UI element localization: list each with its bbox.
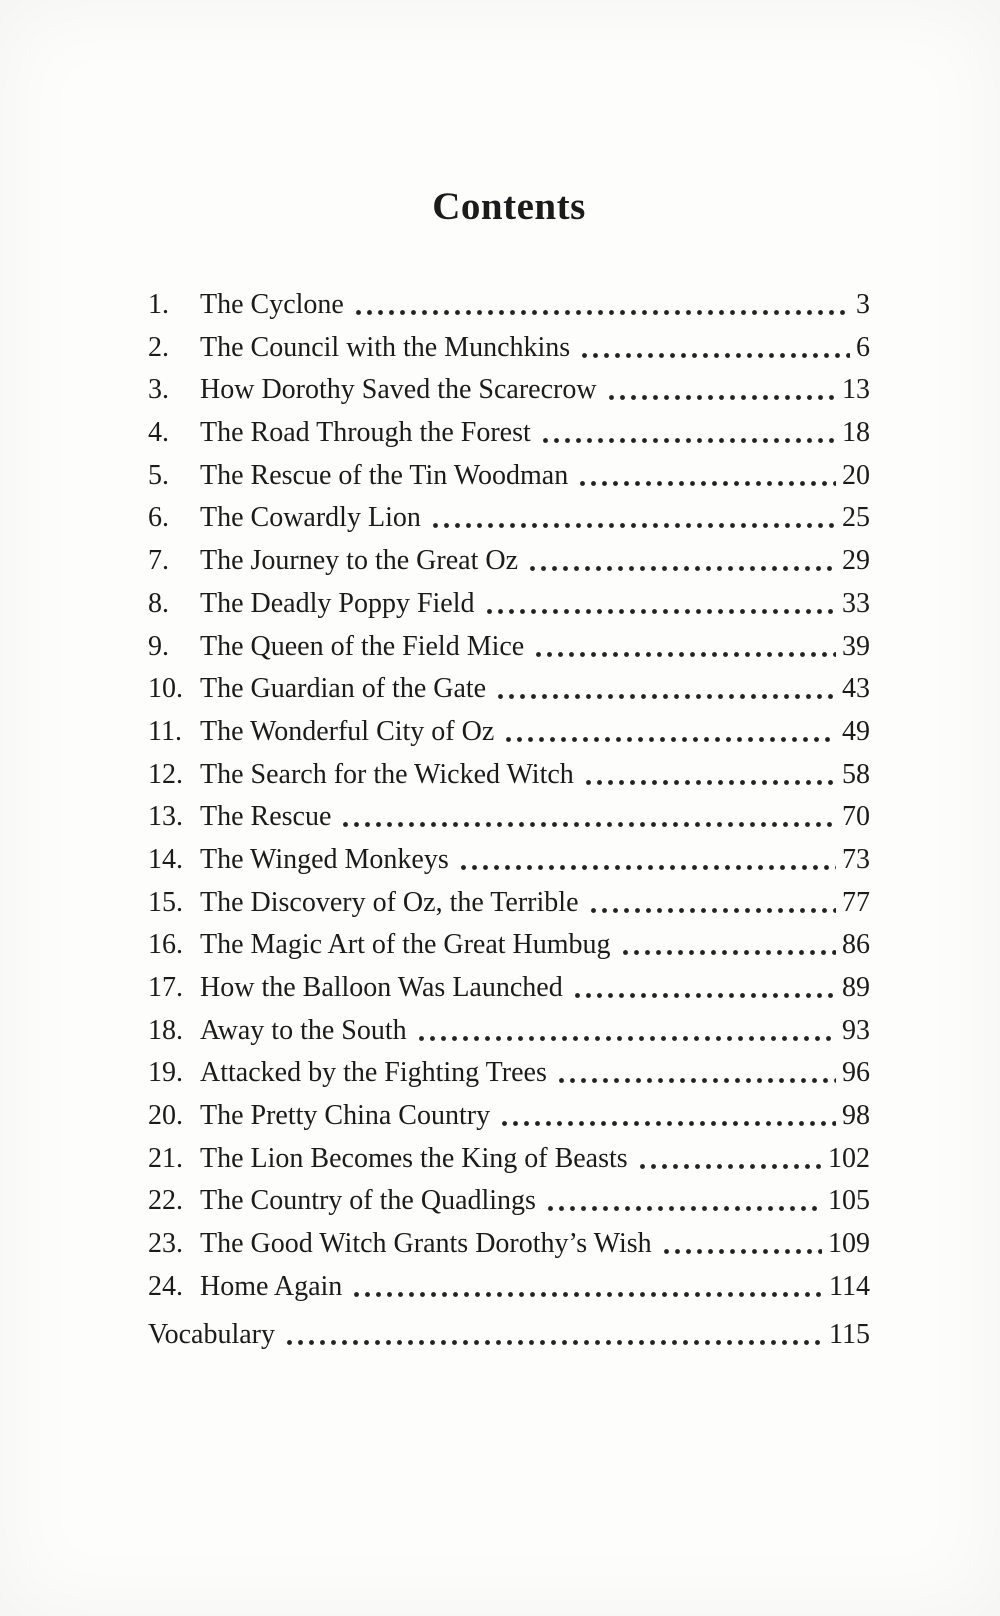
toc-entry-page: 73 xyxy=(842,843,870,875)
toc-entry xyxy=(148,672,870,706)
toc-entry-number: 9. xyxy=(148,630,169,662)
toc-entry-page: 93 xyxy=(842,1014,870,1046)
toc-leader-dots xyxy=(572,992,836,999)
toc-entry-title: The Country of the Quadlings xyxy=(200,1185,536,1217)
toc-entry-page: 86 xyxy=(842,929,870,961)
table-of-contents xyxy=(148,288,870,1352)
toc-entry-title: The Wonderful City of Oz xyxy=(200,715,495,747)
toc-entry xyxy=(148,758,870,792)
toc-entry-title: The Guardian of the Gate xyxy=(200,673,487,705)
toc-leader-dots xyxy=(353,309,850,316)
toc-leader-dots xyxy=(556,1077,836,1084)
toc-entry xyxy=(148,630,870,664)
toc-leader-dots xyxy=(545,1205,822,1212)
toc-entry-page: 39 xyxy=(842,630,870,662)
toc-entry-number: 3. xyxy=(148,374,169,406)
toc-entry-title: The Cowardly Lion xyxy=(200,502,421,534)
toc-entry-number: 10. xyxy=(148,673,183,705)
toc-entry-title: The Council with the Munchkins xyxy=(200,331,571,363)
toc-entry-title: The Journey to the Great Oz xyxy=(200,545,518,577)
toc-leader-dots xyxy=(577,480,836,487)
toc-entry-number: 4. xyxy=(148,417,169,449)
toc-entry-title: The Rescue of the Tin Woodman xyxy=(200,459,569,491)
toc-entry-page: 18 xyxy=(842,417,870,449)
toc-entry-title: Home Again xyxy=(200,1270,343,1302)
toc-entry-number: 19. xyxy=(148,1057,183,1089)
toc-entry-number: 20. xyxy=(148,1100,183,1132)
toc-entry-number: 11. xyxy=(148,715,182,747)
toc-entry xyxy=(148,843,870,877)
toc-entry-page: 77 xyxy=(842,886,870,918)
toc-entry-number: 22. xyxy=(148,1185,183,1217)
toc-entry-page: 29 xyxy=(842,545,870,577)
toc-entry-title: The Lion Becomes the King of Beasts xyxy=(200,1142,628,1174)
toc-leader-dots xyxy=(340,821,836,828)
toc-entry xyxy=(148,331,870,365)
toc-entry xyxy=(148,1014,870,1048)
toc-entry-number: 5. xyxy=(148,459,169,491)
vocabulary-page: 115 xyxy=(829,1318,870,1350)
toc-entry xyxy=(148,1099,870,1133)
toc-entry-title: The Magic Art of the Great Humbug xyxy=(200,929,611,961)
toc-entry-title: Attacked by the Fighting Trees xyxy=(200,1057,547,1089)
toc-entry-title: The Road Through the Forest xyxy=(200,417,531,449)
toc-leader-dots xyxy=(661,1248,822,1255)
toc-entry-page: 98 xyxy=(842,1100,870,1132)
toc-leader-dots xyxy=(579,352,850,359)
toc-entry xyxy=(148,1227,870,1261)
toc-leader-dots xyxy=(606,394,836,401)
toc-entry-page: 89 xyxy=(842,972,870,1003)
toc-entry xyxy=(148,373,870,407)
toc-entry-title: The Cyclone xyxy=(200,289,344,320)
toc-entry xyxy=(148,1056,870,1090)
toc-entry-number: 17. xyxy=(148,972,183,1003)
toc-entry-page: 20 xyxy=(842,459,870,491)
toc-entry-title: Away to the South xyxy=(200,1014,407,1046)
toc-entry xyxy=(148,928,870,962)
toc-entry-page: 109 xyxy=(828,1228,870,1260)
vocabulary-title: Vocabulary xyxy=(148,1318,275,1350)
toc-entry xyxy=(148,715,870,749)
toc-entry-page: 102 xyxy=(828,1142,870,1174)
toc-entry-page: 49 xyxy=(842,715,870,747)
toc-entry-title: The Queen of the Field Mice xyxy=(200,630,525,662)
toc-entry-page: 58 xyxy=(842,758,870,790)
toc-leader-dots xyxy=(588,907,837,914)
toc-leader-dots xyxy=(416,1035,836,1042)
toc-entry-title: The Search for the Wicked Witch xyxy=(200,758,574,790)
toc-entry-number: 14. xyxy=(148,843,183,875)
toc-entry-page: 25 xyxy=(842,502,870,534)
toc-entry-number: 23. xyxy=(148,1228,183,1260)
toc-entry-title: How Dorothy Saved the Scarecrow xyxy=(200,374,597,406)
toc-entry-number: 6. xyxy=(148,502,169,534)
toc-leader-dots xyxy=(583,779,836,786)
toc-entry-page: 6 xyxy=(856,331,870,363)
toc-entry-page: 105 xyxy=(828,1185,870,1217)
toc-entry xyxy=(148,886,870,920)
toc-entry xyxy=(148,459,870,493)
toc-entry-number: 24. xyxy=(148,1270,183,1302)
toc-entry-number: 8. xyxy=(148,587,169,619)
toc-entry-number: 16. xyxy=(148,929,183,961)
toc-entry xyxy=(148,587,870,621)
toc-entry-number: 21. xyxy=(148,1142,183,1174)
toc-entry-title: The Discovery of Oz, the Terrible xyxy=(200,886,579,918)
toc-entry xyxy=(148,800,870,834)
toc-entry-number: 18. xyxy=(148,1014,183,1046)
toc-leader-dots xyxy=(540,437,836,444)
toc-leader-dots xyxy=(284,1339,823,1346)
toc-entry-page: 96 xyxy=(842,1057,870,1089)
toc-entry xyxy=(148,1142,870,1176)
toc-entry-page: 33 xyxy=(842,587,870,619)
page-title: Contents xyxy=(432,185,586,228)
toc-leader-dots xyxy=(458,864,836,871)
toc-leader-dots xyxy=(484,608,836,615)
toc-entry-number: 15. xyxy=(148,886,183,918)
toc-entry-title: How the Balloon Was Launched xyxy=(200,972,563,1003)
toc-leader-dots xyxy=(430,522,836,529)
toc-entry-page: 3 xyxy=(856,289,870,320)
toc-entry-title: The Rescue xyxy=(200,801,332,833)
toc-entry xyxy=(148,971,870,1005)
toc-entry-page: 114 xyxy=(829,1270,870,1302)
toc-entry-number: 1. xyxy=(148,289,169,320)
toc-entry-title: The Pretty China Country xyxy=(200,1100,491,1132)
toc-entry xyxy=(148,501,870,535)
toc-entry xyxy=(148,1270,870,1304)
toc-entry-title: The Good Witch Grants Dorothy’s Wish xyxy=(200,1228,652,1260)
toc-leader-dots xyxy=(533,651,836,658)
vocabulary-entry xyxy=(148,1318,870,1352)
toc-entry-page: 13 xyxy=(842,374,870,406)
toc-entry xyxy=(148,288,870,322)
toc-entry-number: 13. xyxy=(148,801,183,833)
toc-entry-page: 70 xyxy=(842,801,870,833)
toc-entry xyxy=(148,416,870,450)
toc-entry-number: 7. xyxy=(148,545,169,577)
toc-leader-dots xyxy=(637,1163,822,1170)
toc-entry-page: 43 xyxy=(842,673,870,705)
toc-entry-title: The Deadly Poppy Field xyxy=(200,587,475,619)
toc-entry-number: 12. xyxy=(148,758,183,790)
toc-leader-dots xyxy=(620,949,836,956)
toc-leader-dots xyxy=(527,565,836,572)
toc-leader-dots xyxy=(495,693,836,700)
toc-leader-dots xyxy=(351,1291,823,1298)
toc-entry xyxy=(148,1184,870,1218)
toc-entry-title: The Winged Monkeys xyxy=(200,843,449,875)
toc-leader-dots xyxy=(503,736,836,743)
toc-leader-dots xyxy=(499,1120,836,1127)
toc-entry xyxy=(148,544,870,578)
toc-entry-number: 2. xyxy=(148,331,169,363)
